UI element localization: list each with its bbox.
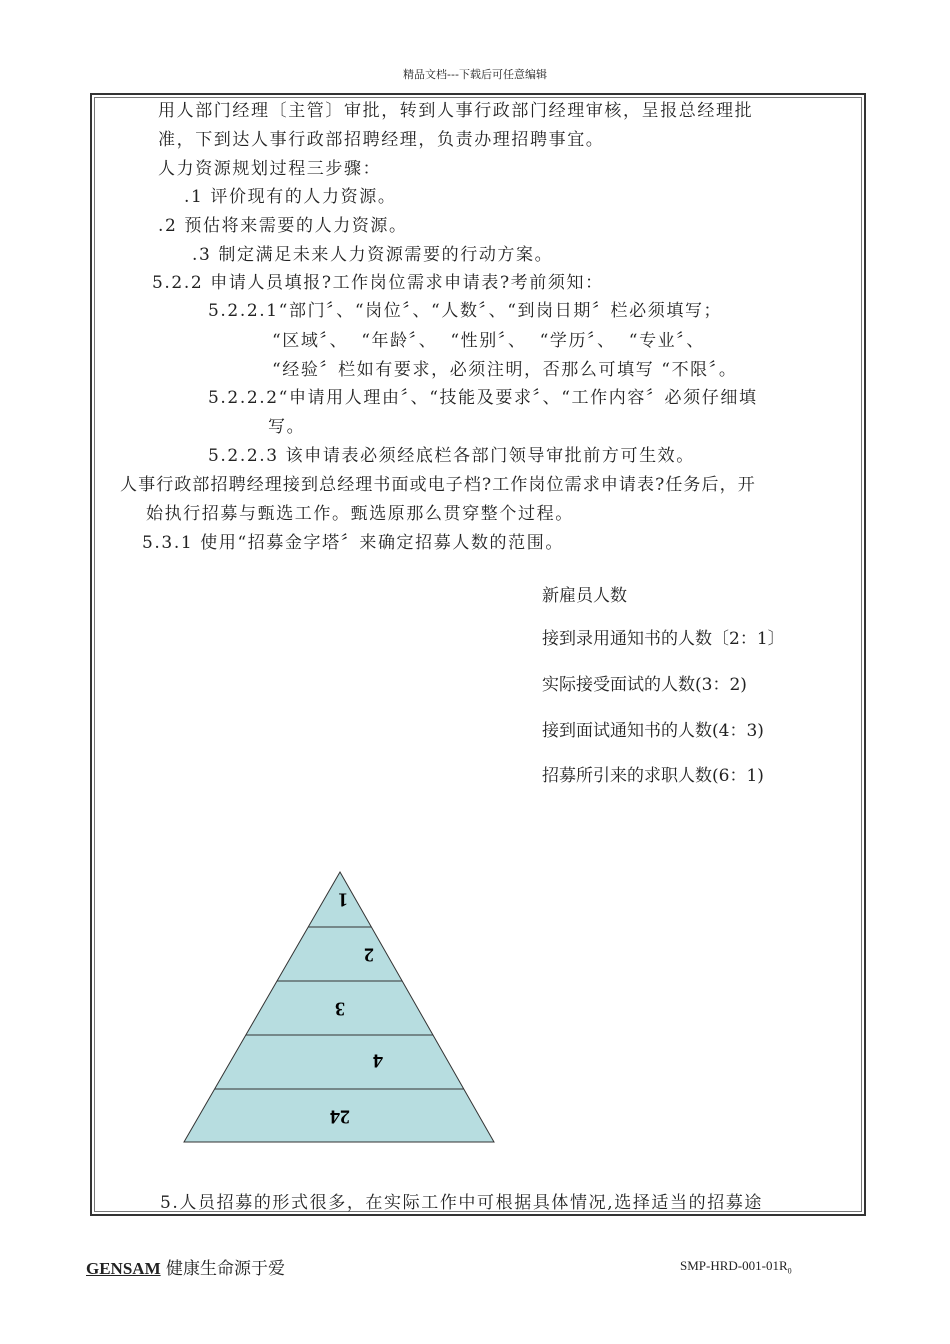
- body-line: “经验〞栏如有要求，必须注明，否那么可填写 “不限〞。: [272, 360, 738, 380]
- page-header: 精品文档---下载后可任意编辑: [403, 68, 547, 81]
- document-code-text: SMP-HRD-001-01R: [680, 1258, 788, 1273]
- body-line: 准，下到达人事行政部招聘经理，负责办理招聘事宜。: [158, 130, 605, 150]
- body-line: 5.2.2.1“部门〞、“岗位〞、“人数〞、“到岗日期〞栏必须填写；: [208, 301, 723, 321]
- body-line: 写。: [268, 417, 306, 437]
- pyramid-label: 实际接受面试的人数(3：2): [542, 675, 747, 695]
- pyramid-tier-value: 3: [335, 997, 345, 1020]
- pyramid-tier-value: 24: [330, 1105, 350, 1128]
- pyramid-label: 接到录用通知书的人数〔2：1〕: [542, 629, 785, 649]
- body-line: 5.人员招募的形式很多，在实际工作中可根据具体情况,选择适当的招募途: [160, 1193, 764, 1213]
- body-line: 人力资源规划过程三步骤：: [158, 159, 382, 179]
- pyramid-label: 新雇员人数: [542, 586, 627, 606]
- section-heading: 5.2.2 申请人员填报?工作岗位需求申请表?考前须知：: [152, 273, 604, 293]
- body-line: 人事行政部招聘经理接到总经理书面或电子档?工作岗位需求申请表?任务后，开: [120, 475, 756, 495]
- body-line: .2 预估将来需要的人力资源。: [158, 216, 408, 236]
- pyramid-tier-value: 2: [364, 943, 374, 966]
- pyramid-tier-value: 1: [338, 888, 348, 911]
- footer-brand: [86, 1254, 285, 1279]
- section-heading: 5.3.1 使用“招募金字塔〞来确定招募人数的范围。: [142, 533, 564, 553]
- body-line: 5.2.2.3 该申请表必须经底栏各部门领导审批前方可生效。: [208, 446, 695, 466]
- document-code: [680, 1258, 792, 1276]
- body-line: .1 评价现有的人力资源。: [184, 187, 397, 207]
- body-line: 始执行招募与甄选工作。甄选原那么贯穿整个过程。: [146, 504, 574, 524]
- recruitment-pyramid: [182, 870, 498, 1146]
- body-line: .3 制定满足未来人力资源需要的行动方案。: [192, 245, 554, 265]
- brand-slogan: 健康生命源于爱: [160, 1259, 286, 1279]
- body-line: “区域〞、 “年龄〞、 “性别〞、 “学历〞、 “专业〞、: [272, 331, 705, 351]
- pyramid-label: 接到面试通知书的人数(4：3): [542, 721, 764, 741]
- body-line: 用人部门经理〔主管〕审批，转到人事行政部门经理审核，呈报总经理批: [158, 101, 754, 121]
- pyramid-label: 招募所引来的求职人数(6：1): [542, 766, 764, 786]
- document-code-revision: 0: [787, 1266, 792, 1276]
- brand-name: GENSAM: [86, 1259, 161, 1278]
- body-line: 5.2.2.2“申请用人理由〞、“技能及要求〞、“工作内容〞必须仔细填: [208, 388, 758, 408]
- pyramid-tier-value: 4: [373, 1049, 383, 1072]
